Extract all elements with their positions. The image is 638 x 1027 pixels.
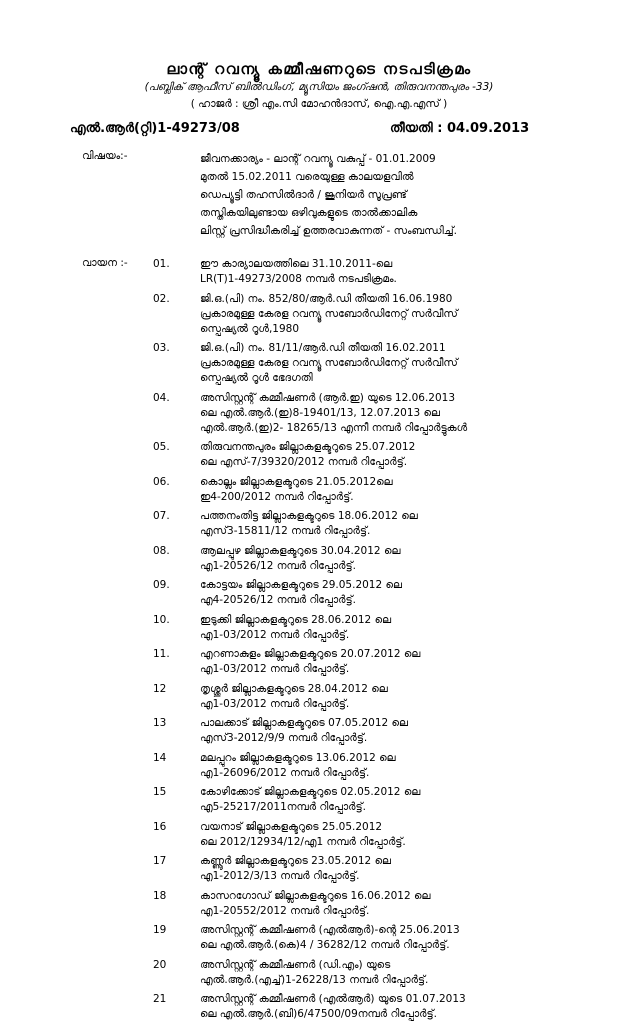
item-line: അസിസ്റ്റന്റ് കമ്മീഷണർ (ഡി.എം) യുടെ [200, 958, 391, 971]
item-line: എ1-20552/2012 നമ്പർ റിപ്പോർട്ട്. [200, 904, 370, 917]
item-text [200, 440, 593, 470]
item-line: കോട്ടയം ജില്ലാകളക്ടറുടെ 29.05.2012 ലെ [200, 579, 402, 591]
item-text [200, 578, 593, 608]
item-text [200, 391, 593, 436]
list-item [153, 475, 593, 505]
item-number: 13 [153, 717, 167, 729]
item-number: 11. [153, 648, 170, 660]
item-line: എ1-26096/2012 നമ്പർ റിപ്പോർട്ട്. [200, 766, 370, 779]
list-item [153, 820, 593, 850]
item-text [200, 509, 593, 539]
item-text [200, 475, 593, 505]
list-item [153, 341, 593, 386]
item-line: അസിസ്റ്റന്റ് കമ്മീഷണർ (എൽആർ) യുടെ 01.07.2013 [200, 993, 466, 1005]
item-line: ഈ കാര്യാലയത്തിലെ 31.10.2011-ലെ [200, 258, 393, 270]
item-number: 02. [153, 292, 170, 305]
item-line: എ1-20526/12 നമ്പർ റിപ്പോർട്ട്. [200, 559, 356, 572]
item-number: 07. [153, 510, 170, 522]
item-line: ഇടുക്കി ജില്ലാകളക്ടറുടെ 28.06.2012 ലെ [200, 613, 392, 626]
item-line: പാലക്കാട് ജില്ലാകളക്ടറുടെ 07.05.2012 ലെ [200, 717, 408, 729]
item-text [200, 785, 593, 815]
list-item [153, 292, 593, 337]
list-item [153, 992, 593, 1022]
item-line: ലെ എൽ.ആർ.(ഇ)8-19401/13, 12.07.2013 ലെ [200, 406, 441, 419]
list-item [153, 391, 593, 436]
item-number: 05. [153, 441, 170, 453]
item-number: 04. [153, 391, 170, 404]
item-number: 10. [153, 613, 170, 626]
list-item [153, 613, 593, 643]
item-number: 16 [153, 820, 167, 833]
item-line: സ്പെഷ്യൽ റൂൾ ഭേദഗതി [200, 372, 313, 384]
read-list [153, 257, 593, 1027]
list-item [153, 440, 593, 470]
item-number: 17 [153, 855, 167, 867]
item-text [200, 647, 593, 677]
item-line: ആലപ്പുഴ ജില്ലാകളക്ടറുടെ 30.04.2012 ലെ [200, 544, 401, 557]
item-line: എ5-25217/2011നമ്പർ റിപ്പോർട്ട്. [200, 801, 366, 813]
item-text [200, 889, 593, 919]
list-item [153, 785, 593, 815]
item-line: കണ്ണൂർ ജില്ലാകളക്ടറുടെ 23.05.2012 ലെ [200, 855, 392, 867]
item-line: ജി.ഒ.(പി) നം. 81/11/ആർ.ഡി തീയതി 16.02.2011 [200, 342, 446, 354]
item-line: എസ്3-2012/9/9 നമ്പർ റിപ്പോർട്ട്. [200, 732, 368, 744]
item-line: എ1-03/2012 നമ്പർ റിപ്പോർട്ട്. [200, 628, 350, 641]
item-text [200, 820, 593, 850]
item-line: ലെ 2012/12934/12/എ1 നമ്പർ റിപ്പോർട്ട്. [200, 835, 406, 848]
item-line: പ്രകാരമുള്ള കേരള റവന്യൂ സബോർഡിനേറ്റ് സർവീസ് [200, 357, 458, 369]
subject-line: ഡെപ്യൂട്ടി തഹസിൽദാർ / ജൂനിയർ സൂപ്രണ്ട് [200, 189, 407, 201]
item-line: അസിസ്റ്റന്റ് കമ്മീഷണർ (ആർ.ഇ) യുടെ 12.06.2013 [200, 391, 456, 404]
item-number: 14 [153, 751, 167, 764]
item-line: കൊല്ലം ജില്ലാകളക്ടറുടെ 21.05.2012ലെ [200, 475, 393, 488]
item-line: ലെ എസ്-7/39320/2012 നമ്പർ റിപ്പോർട്ട്. [200, 456, 408, 468]
item-line: തൃശ്ശൂർ ജില്ലാകളക്ടറുടെ 28.04.2012 ലെ [200, 682, 388, 695]
item-line: കാസറഗോഡ് ജില്ലാകളക്ടറുടെ 16.06.2012 ലെ [200, 889, 431, 902]
subject-text [200, 150, 570, 240]
item-text [200, 958, 593, 988]
list-item [153, 923, 593, 953]
item-text [200, 751, 593, 781]
item-line: തിരുവനന്തപുരം ജില്ലാകളക്ടറുടെ 25.07.2012 [200, 441, 416, 453]
list-item [153, 509, 593, 539]
item-text [200, 992, 593, 1022]
subject-line: തസ്തികയിലുണ്ടായ ഒഴിവുകളുടെ താൽക്കാലിക [200, 207, 418, 219]
item-text [200, 682, 593, 712]
item-number: 18 [153, 889, 167, 902]
item-line: ഇ4-200/2012 നമ്പർ റിപ്പോർട്ട്. [200, 490, 354, 503]
item-number: 01. [153, 258, 170, 270]
presiding-officer: ( ഹാജർ : ശ്രീ എം.സി മോഹൻദാസ്, ഐ.എ.എസ് ) [190, 98, 448, 110]
item-text [200, 923, 593, 953]
item-line: മലപ്പുറം ജില്ലാകളക്ടറുടെ 13.06.2012 ലെ [200, 751, 396, 764]
item-number: 03. [153, 342, 170, 354]
item-text [200, 257, 593, 287]
document-date: തീയതി : 04.09.2013 [390, 121, 530, 136]
item-text [200, 341, 593, 386]
item-number: 06. [153, 475, 170, 488]
item-line: എസ്3-15811/12 നമ്പർ റിപ്പോർട്ട്. [200, 525, 371, 537]
subject-line: മുതൽ 15.02.2011 വരെയുള്ള കാലയളവിൽ [200, 171, 414, 183]
office-address: (പബ്ലിക് ആഫീസ് ബിൽഡിംഗ്, മ്യൂസിയം ജംഗ്ഷൻ, തിരുവനന്തപുരം -33) [144, 81, 494, 93]
list-item [153, 647, 593, 677]
item-line: എൽ.ആർ.(ഇ)2- 18265/13 എന്നീ നമ്പർ റിപ്പോർട്ടുകൾ [200, 421, 468, 434]
item-line: ലെ എൽ.ആർ.(കെ)4 / 36282/12 നമ്പർ റിപ്പോർട്ട്. [200, 939, 450, 951]
item-line: വയനാട് ജില്ലാകളക്ടറുടെ 25.05.2012 [200, 820, 383, 833]
list-item [153, 257, 593, 287]
item-line: സ്പെഷ്യൽ റൂൾ,1980 [200, 322, 300, 335]
list-item [153, 682, 593, 712]
read-label: വായന :- [82, 257, 128, 269]
list-item [153, 751, 593, 781]
item-line: എറണാകുളം ജില്ലാകളക്ടറുടെ 20.07.2012 ലെ [200, 648, 421, 660]
list-item [153, 854, 593, 884]
item-line: പത്തനംതിട്ട ജില്ലാകളക്ടറുടെ 18.06.2012 ലെ [200, 510, 418, 522]
list-item [153, 578, 593, 608]
item-line: എ1-03/2012 നമ്പർ റിപ്പോർട്ട്. [200, 663, 350, 675]
item-number: 12 [153, 682, 167, 695]
item-line: LR(T)1-49273/2008 നമ്പർ നടപടിക്രമം. [200, 273, 397, 285]
reference-number: എൽ.ആർ(റ്റി)1-49273/08 [70, 121, 240, 136]
item-number: 19 [153, 924, 167, 936]
subject-label: വിഷയം:- [82, 150, 128, 162]
item-text [200, 292, 593, 337]
item-line: കോഴിക്കോട് ജില്ലാകളക്ടറുടെ 02.05.2012 ലെ [200, 786, 421, 798]
item-line: എ4-20526/12 നമ്പർ റിപ്പോർട്ട്. [200, 594, 356, 606]
item-number: 21 [153, 993, 167, 1005]
list-item [153, 958, 593, 988]
item-number: 15 [153, 786, 167, 798]
item-text [200, 854, 593, 884]
item-line: ലെ എൽ.ആർ.(ബി)6/47500/09നമ്പർ റിപ്പോർട്ട്. [200, 1008, 437, 1020]
item-line: എ1-2012/3/13 നമ്പർ റിപ്പോർട്ട്. [200, 870, 360, 882]
list-item [153, 716, 593, 746]
subject-line: ജീവനക്കാര്യം - ലാന്റ് റവന്യൂ വകുപ്പ് - 01.01.2009 [200, 153, 436, 165]
item-line: പ്രകാരമുള്ള കേരള റവന്യൂ സബോർഡിനേറ്റ് സർവീസ് [200, 307, 458, 320]
list-item [153, 889, 593, 919]
item-text [200, 544, 593, 574]
item-text [200, 716, 593, 746]
item-text [200, 613, 593, 643]
item-number: 09. [153, 579, 170, 591]
item-number: 08. [153, 544, 170, 557]
item-line: എ1-03/2012 നമ്പർ റിപ്പോർട്ട്. [200, 697, 350, 710]
subject-line: ലിസ്റ്റ് പ്രസിദ്ധീകരിച്ച് ഉത്തരവാകുന്നത് - സംബന്ധിച്ച്. [200, 225, 457, 237]
document-title: ലാന്റ് റവന്യൂ കമ്മീഷണറുടെ നടപടിക്രമം [166, 60, 472, 78]
item-line: ജി.ഒ.(പി) നം. 852/80/ആർ.ഡി തീയതി 16.06.1980 [200, 292, 453, 305]
item-line: എൽ.ആർ.(എച്ച്)1-26228/13 നമ്പർ റിപ്പോർട്ട്. [200, 973, 429, 986]
item-number: 20 [153, 958, 167, 971]
list-item [153, 544, 593, 574]
item-line: അസിസ്റ്റന്റ് കമ്മീഷണർ (എൽആർ)-ന്റെ 25.06.2013 [200, 924, 460, 936]
